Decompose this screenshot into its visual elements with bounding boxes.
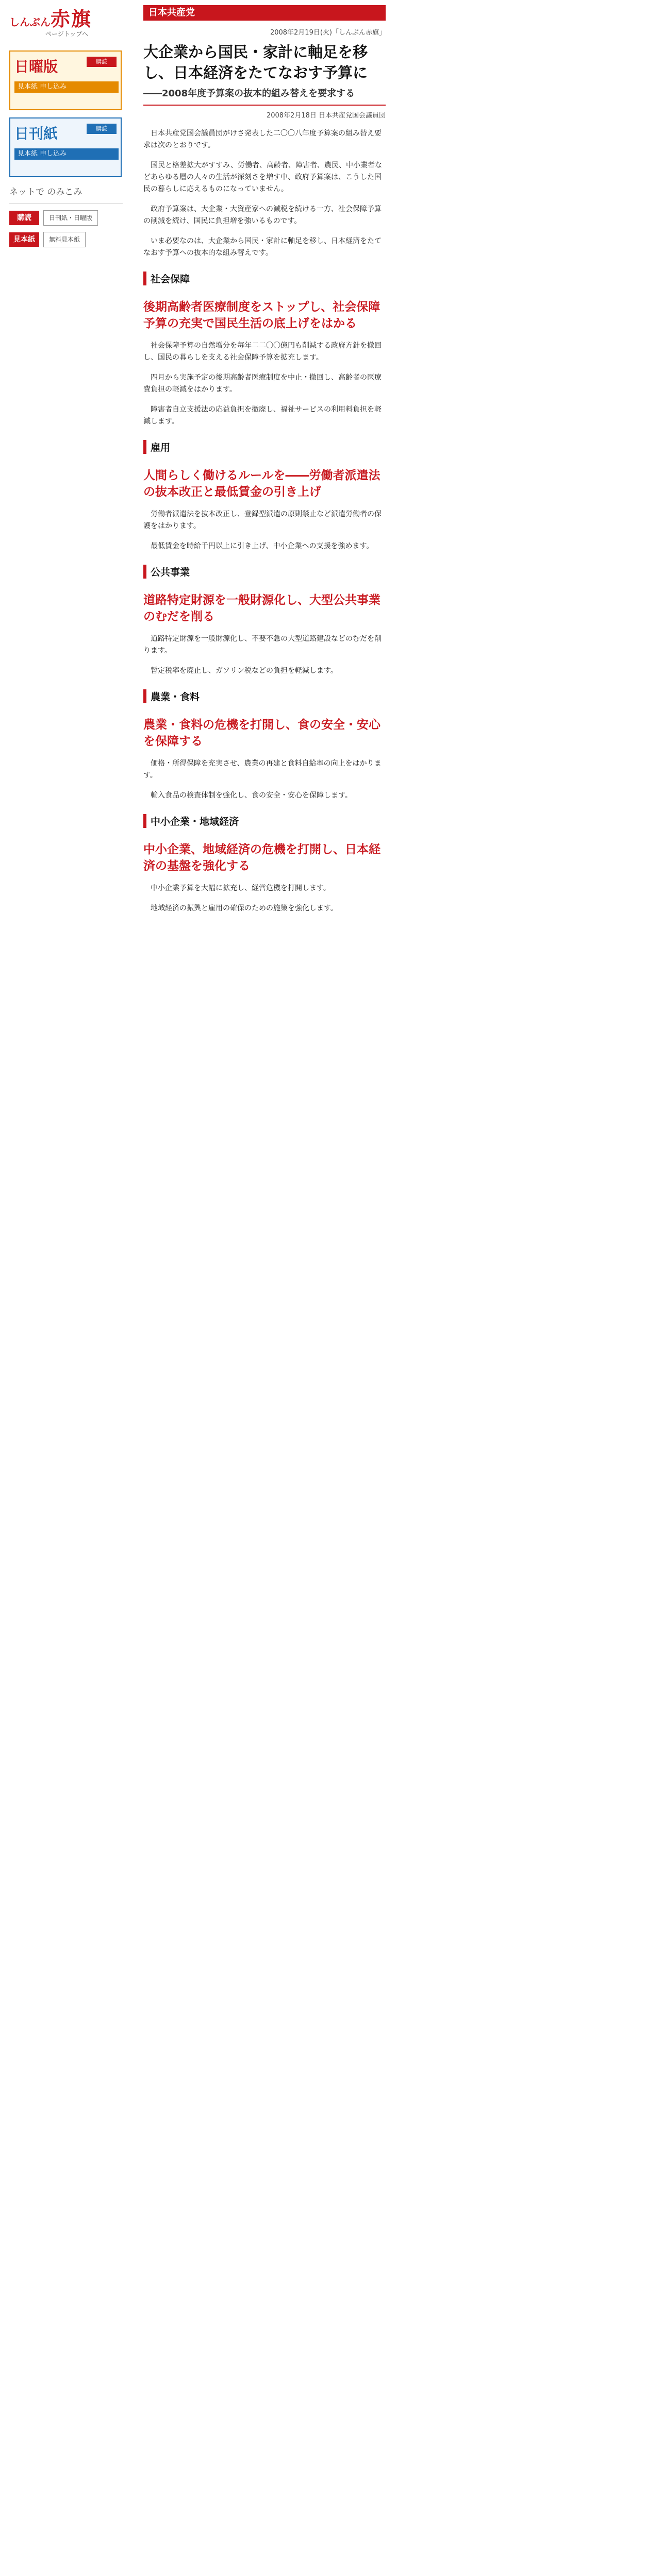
promo-bar: 見本紙 申し込み [14, 148, 119, 160]
paragraph: 障害者自立支援法の応益負担を撤廃し、福祉サービスの利用料負担を軽減します。 [143, 405, 382, 426]
section-subtitle: 農業・食料の危機を打開し、食の安全・安心を保障する [143, 718, 380, 748]
subscribe-button[interactable] [9, 210, 123, 226]
paragraph: 四月から実施予定の後期高齢者医療制度を中止・撤回し、高齢者の医療費負担の軽減をはかります。 [143, 374, 382, 394]
paragraph: 社会保障予算の自然増分を毎年二二〇〇億円も削減する政府方針を撤回し、国民の暮らしを支える社会保障予算を拡充します。 [143, 342, 382, 362]
side-link[interactable]: ネットで のみこみ [9, 187, 82, 197]
section-heading: 公共事業 [143, 565, 386, 579]
paragraph: 国民と格差拡大がすすみ、労働者、高齢者、障害者、農民、中小業者などあらゆる層の人々の生活が深刻さを増す中、政府予算案は、こうした国民の暮らしに応えるものになっていません。 [143, 161, 382, 193]
promo-nikkan[interactable] [9, 117, 122, 177]
paragraph: 輸入食品の検査体制を強化し、食の安全・安心を保障します。 [151, 791, 352, 800]
paragraph: 日本共産党国会議員団がけさ発表した二〇〇八年度予算案の組み替え要求は次のとおりです。 [143, 129, 382, 149]
article [143, 0, 386, 914]
sidebar [9, 0, 123, 247]
logo-large-text: 赤旗 [51, 8, 92, 30]
category-header: 日本共産党 [143, 5, 386, 21]
paragraph: 価格・所得保障を充実させ、農業の再建と食料自給率の向上をはかります。 [143, 759, 382, 779]
subheadline: ――2008年度予算案の抜本的組み替えを要求する [143, 88, 355, 99]
paragraph: 暫定税率を廃止し、ガソリン税などの負担を軽減します。 [151, 667, 338, 675]
byline: 2008年2月18日 日本共産党国会議員団 [266, 112, 386, 120]
section-heading: 社会保障 [143, 272, 386, 285]
section-heading: 中小企業・地域経済 [143, 814, 386, 828]
sample-text: 無料見本紙 [43, 232, 86, 247]
promo-title: 日刊紙 [14, 125, 58, 142]
site-logo[interactable] [9, 3, 123, 38]
subscribe-label: 購読 [9, 211, 39, 225]
paragraph: 政府予算案は、大企業・大資産家への減税を続ける一方、社会保障予算の削減を続け、国民に負担増を強いるものです。 [143, 205, 382, 225]
subscribe-text: 日刊紙・日曜版 [43, 210, 98, 226]
paragraph: 道路特定財源を一般財源化し、不要不急の大型道路建設などのむだを削ります。 [143, 635, 382, 655]
section-heading: 雇用 [143, 440, 386, 454]
promo-bar: 見本紙 申し込み [14, 81, 119, 93]
paragraph: 最低賃金を時給千円以上に引き上げ、中小企業への支援を強めます。 [151, 542, 374, 550]
promo-nichiyoban[interactable] [9, 50, 122, 110]
paragraph: 労働者派遣法を抜本改正し、登録型派遣の原則禁止など派遣労働者の保護をはかります。 [143, 510, 382, 530]
publish-date: 2008年2月19日(火)「しんぶん赤旗」 [270, 29, 386, 37]
section-heading: 農業・食料 [143, 689, 386, 703]
promo-tag: 購読 [87, 57, 117, 67]
section-subtitle: 後期高齢者医療制度をストップし、社会保障予算の充実で国民生活の底上げをはかる [143, 300, 380, 330]
sample-button[interactable] [9, 232, 123, 247]
paragraph: いま必要なのは、大企業から国民・家計に軸足を移し、日本経済をたてなおす予算への抜本的な組み替えです。 [143, 237, 382, 257]
paragraph: 中小企業予算を大幅に拡充し、経営危機を打開します。 [151, 884, 330, 892]
promo-title: 日曜版 [14, 58, 58, 75]
headline: 大企業から国民・家計に軸足を移し、日本経済をたてなおす予算に [143, 43, 368, 81]
promo-tag: 購読 [87, 124, 117, 134]
page-top-link[interactable]: ページトップへ [45, 30, 89, 38]
section-subtitle: 中小企業、地域経済の危機を打開し、日本経済の基盤を強化する [143, 843, 380, 873]
logo-small-text: しんぶん [9, 16, 51, 28]
section-subtitle: 道路特定財源を一般財源化し、大型公共事業のむだを削る [143, 594, 380, 623]
title-rule [143, 105, 386, 106]
section-subtitle: 人間らしく働けるルールを――労働者派遣法の抜本改正と最低賃金の引き上げ [143, 469, 380, 499]
paragraph: 地域経済の振興と雇用の確保のための施策を強化します。 [151, 904, 338, 912]
sample-label: 見本紙 [9, 232, 39, 247]
